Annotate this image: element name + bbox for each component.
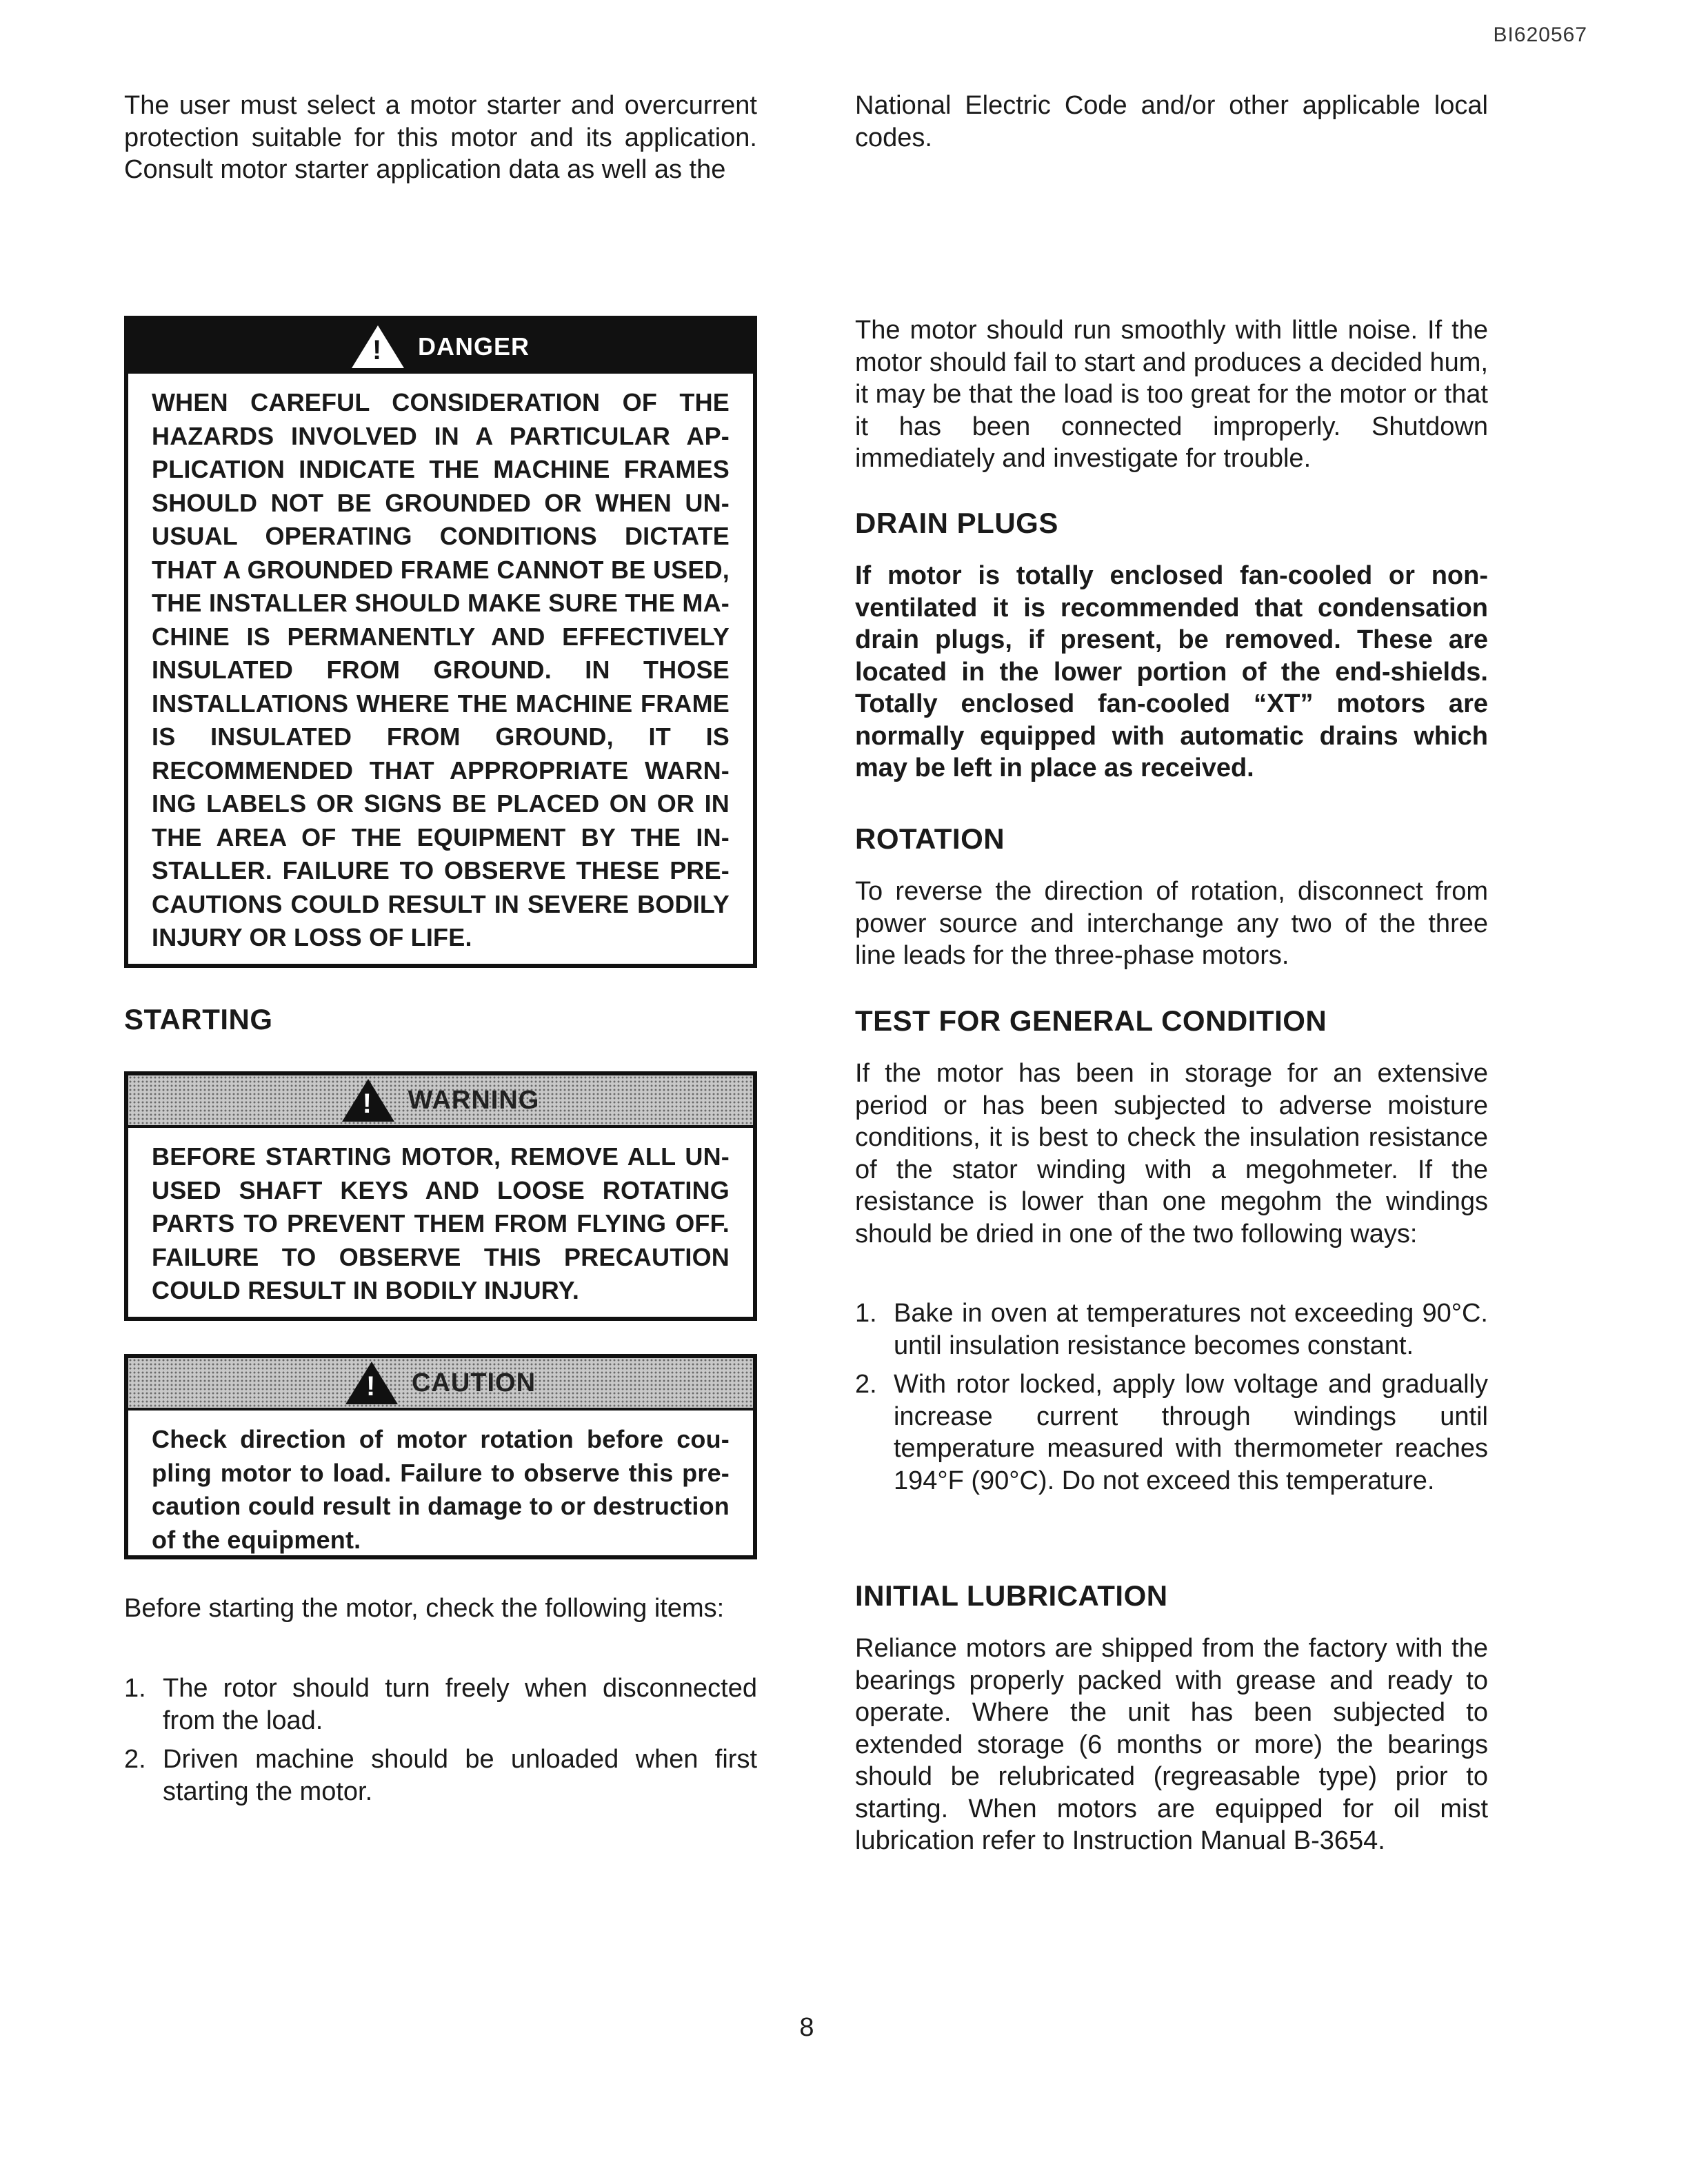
list-item: 2. With rotor locked, apply low voltage and gradually increase current through windings until temperature measured with thermometer reaches 194°F (90°C). Do not exceed this temperature. bbox=[855, 1370, 1488, 1495]
danger-text: WHEN CAREFUL CONSIDERATION OF THE HAZARDS INVOLVED IN A PARTICULAR AP-PLICATION INDICATE THE MACHINE FRAMES SHOULD NOT BE GROUNDED OR WHEN UN-USUAL OPERATING CONDITIONS DICTATE THAT A GROUNDED FRAME CANNOT BE USED, THE INSTALLER SHOULD MAKE SURE THE MA-CHINE IS PERMANENTLY AND EFFECTIVELY INSULATED FROM GROUND. IN THOSE INSTALLATIONS WHERE THE MACHINE FRAME IS INSULATED FROM GROUND, IT IS RECOMMENDED THAT APPROPRIATE WARN-ING LABELS OR SIGNS BE PLACED ON OR IN THE AREA OF THE EQUIPMENT BY THE IN-STALLER. FAILURE TO OBSERVE THESE PRE-CAUTIONS COULD RESULT IN SEVERE BODILY INJURY OR LOSS OF LIFE. bbox=[152, 388, 730, 951]
danger-label: DANGER bbox=[417, 332, 530, 361]
test-text: If the motor has been in storage for an extensive period or has been subjected to adverse moisture conditions, it is best to check the insulation resistance of the stator winding with a megohmeter. If the resistance is lower than one megohm the windings should be dried in one of the two following ways: bbox=[855, 1059, 1488, 1248]
drying-methods-list bbox=[855, 1297, 1488, 1504]
caution-text: Check direction of motor rotation before cou-pling motor to load. Failure to observe this pre-caution could result in damage to or destruction of the equipment. bbox=[152, 1425, 730, 1554]
list-item: 1. The rotor should turn freely when disconnected from the load. bbox=[124, 1674, 757, 1735]
run-smoothly-paragraph: The motor should run smoothly with little noise. If the motor should fail to start and produces a decided hum, it may be that the load is too great for the motor or that it has been connected improperly. Shutdown immediately and investigate for trouble. bbox=[855, 316, 1488, 473]
warning-triangle-icon bbox=[352, 325, 404, 368]
starting-checklist bbox=[124, 1672, 757, 1814]
test-heading: TEST FOR GENERAL CONDITION bbox=[855, 1004, 1327, 1037]
rotation-heading: ROTATION bbox=[855, 822, 1005, 855]
warning-banner bbox=[128, 1075, 753, 1128]
caution-box bbox=[124, 1354, 757, 1559]
list-item: 1. Bake in oven at temperatures not exceeding 90°C. until insulation resistance becomes constant. bbox=[855, 1299, 1488, 1360]
intro-paragraph-left: The user must select a motor starter and overcurrent protection suitable for this motor and its application. Consult motor starter application data as well as the bbox=[124, 91, 757, 184]
starting-intro: Before starting the motor, check the following items: bbox=[124, 1594, 725, 1623]
lubrication-heading: INITIAL LUBRICATION bbox=[855, 1579, 1168, 1612]
caution-label: CAUTION bbox=[411, 1368, 536, 1397]
drain-plugs-text: If motor is totally enclosed fan-cooled or non-ventilated it is recommended that condensation drain plugs, if present, be removed. These are located in the lower portion of the end-shields. Totally enclosed fan-cooled “XT” motors are normally equipped with automatic drains which may be left in place as received. bbox=[855, 561, 1488, 782]
document-id: BI620567 bbox=[1493, 23, 1587, 46]
warning-triangle-icon bbox=[342, 1079, 394, 1122]
rotation-text: To reverse the direction of rotation, disconnect from power source and interchange any two of the three line leads for the three-phase motors. bbox=[855, 877, 1488, 970]
caution-triangle-icon bbox=[345, 1362, 398, 1404]
list-item: 2. Driven machine should be unloaded when first starting the motor. bbox=[124, 1745, 757, 1806]
starting-heading: STARTING bbox=[124, 1003, 273, 1035]
lubrication-text: Reliance motors are shipped from the factory with the bearings properly packed with grease and ready to operate. Where the unit has been subjected to extended storage (6 months or more) the bearings should be relubricated (regreasable type) prior to starting. When motors are equipped for oil mist lubrication refer to Instruction Manual B-3654. bbox=[855, 1634, 1488, 1855]
page-number: 8 bbox=[799, 2013, 814, 2042]
danger-banner bbox=[128, 320, 753, 374]
caution-banner bbox=[128, 1358, 753, 1410]
warning-box bbox=[124, 1071, 757, 1321]
drain-plugs-heading: DRAIN PLUGS bbox=[855, 507, 1058, 539]
intro-paragraph-right: National Electric Code and/or other applicable local codes. bbox=[855, 91, 1488, 152]
warning-label: WARNING bbox=[408, 1085, 540, 1115]
warning-text: BEFORE STARTING MOTOR, REMOVE ALL UN-USED SHAFT KEYS AND LOOSE ROTATING PARTS TO PREVENT THEM FROM FLYING OFF. FAILURE TO OBSERVE THIS PRECAUTION COULD RESULT IN BODILY INJURY. bbox=[152, 1142, 730, 1304]
danger-box bbox=[124, 316, 757, 968]
